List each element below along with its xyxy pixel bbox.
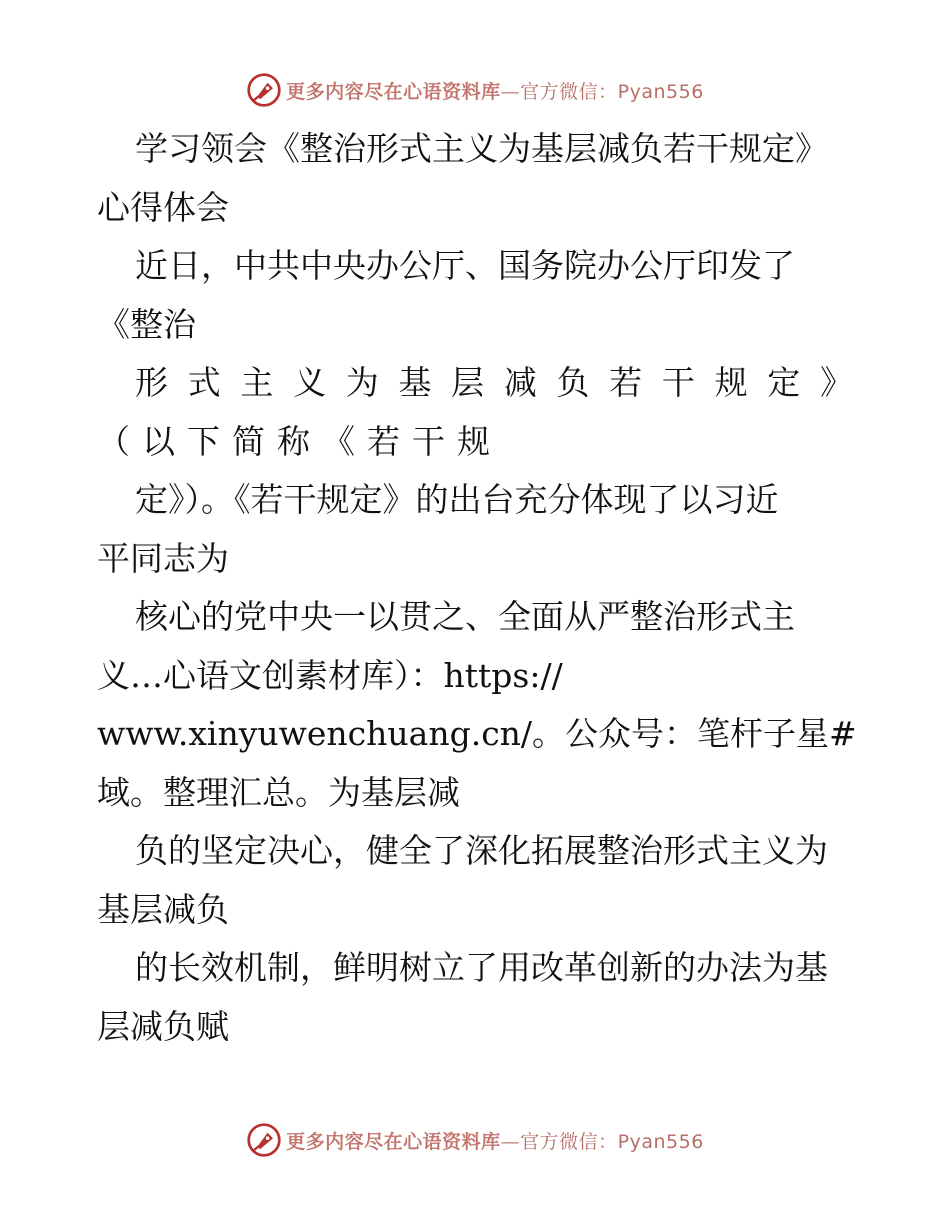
- body-line: 形式主义为基层减负若干规定》: [135, 363, 853, 402]
- body-line: 学习领会《整治形式主义为基层减负若干规定》: [135, 129, 828, 168]
- body-line: 定》）。《若干规定》的出台充分体现了以习近: [135, 480, 779, 519]
- footer-promo-text: 更多内容尽在心语资料库: [286, 1130, 501, 1153]
- body-line: 层减负赋: [97, 1006, 229, 1046]
- header-promo: [286, 77, 704, 104]
- body-line: 域。整理汇总。为基层减: [97, 772, 460, 812]
- header-dash: —: [500, 80, 521, 103]
- body-line: 义…心语文创素材库）：https://: [97, 655, 563, 695]
- body-line: www.xinyuwenchuang.cn/。公众号：笔杆子星#: [97, 714, 857, 753]
- header-banner: [0, 70, 950, 110]
- body-line: 核心的党中央一以贯之、全面从严整治形式主: [135, 597, 795, 636]
- document-body: [97, 120, 857, 1056]
- header-promo-text: 更多内容尽在心语资料库: [286, 80, 501, 103]
- body-line: 负的坚定决心，健全了深化拓展整治形式主义为: [135, 831, 828, 870]
- header-wechat-text: 官方微信：Pyan556: [520, 80, 704, 103]
- pen-nib-logo-icon: [246, 72, 282, 108]
- pen-nib-logo-icon: [246, 1122, 282, 1158]
- footer-wechat-text: 官方微信：Pyan556: [520, 1130, 704, 1153]
- body-line: （以下简称《若干规: [97, 421, 502, 461]
- body-line: 基层减负: [97, 889, 229, 929]
- body-line: 的长效机制，鲜明树立了用改革创新的办法为基: [135, 948, 828, 987]
- body-line: 近日，中共中央办公厅、国务院办公厅印发了: [135, 246, 795, 285]
- footer-dash: —: [500, 1130, 521, 1153]
- footer-banner: [0, 1120, 950, 1160]
- body-line: 平同志为: [97, 538, 229, 578]
- body-line: 心得体会: [97, 187, 229, 227]
- body-line: 《整治: [97, 304, 196, 344]
- footer-promo: [286, 1127, 704, 1154]
